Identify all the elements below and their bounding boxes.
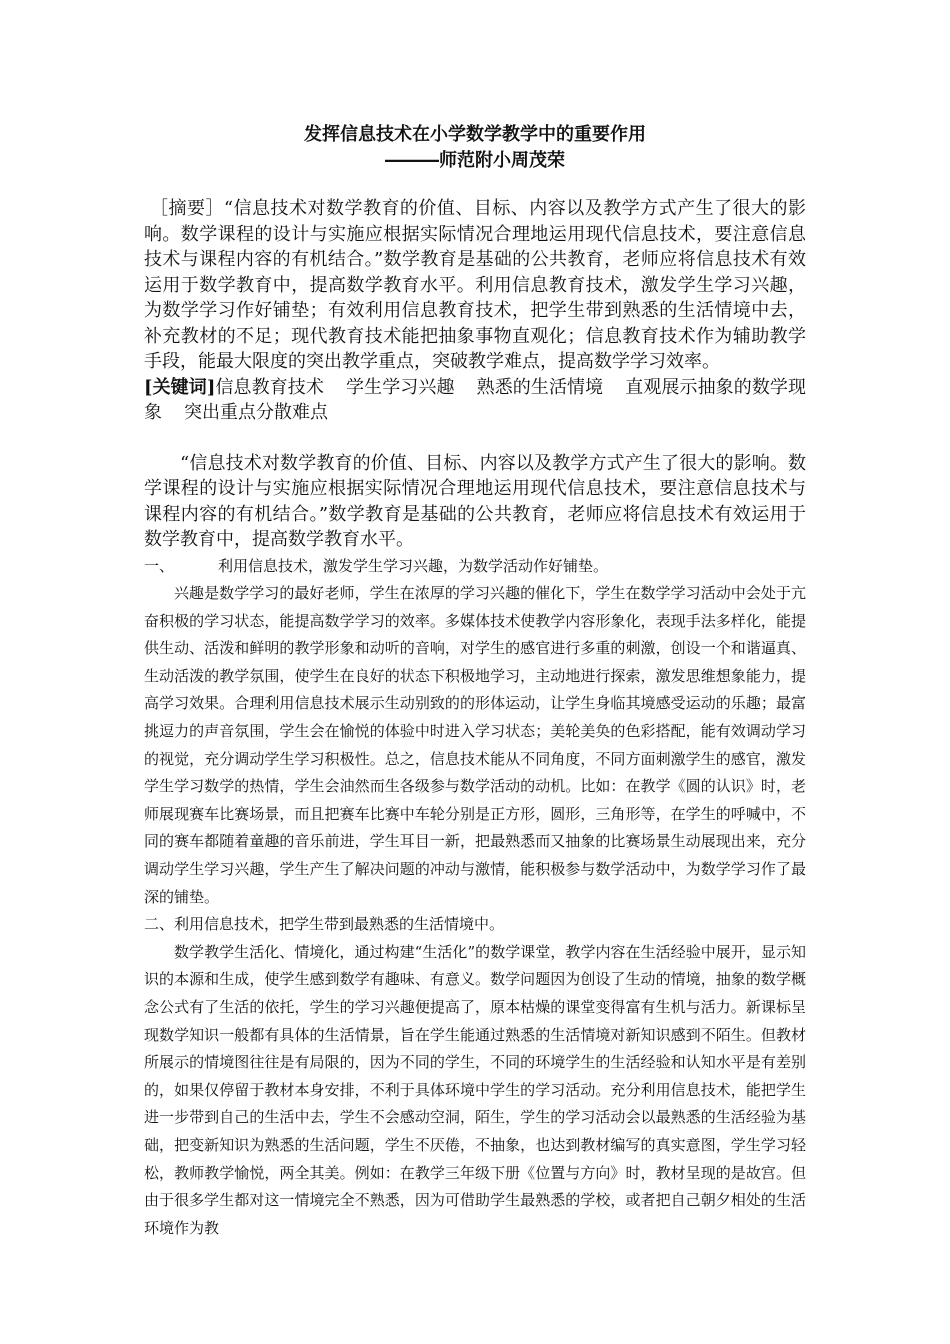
section-heading-2: 二、利用信息技术，把学生带到最熟悉的生活情境中。 (144, 915, 505, 934)
document-title: 发挥信息技术在小学数学教学中的重要作用 (304, 124, 646, 145)
section-body-2: 数学教学生活化、情境化，通过构建“生活化”的数学课堂，教学内容在生活经验中展开，显示知识的本源和生成，使学生感到数学有趣味、有意义。数学问题因为创设了生动的情境，抽象的数学概念公式有了生活的依托，学生的学习兴趣便提高了，原本枯燥的课堂变得富有生机与活力。新课标呈现数学知识一般都有具体的生活情景，旨在学生能通过熟悉的生活情境对新知识感到不陌生。但教材所展示的情境图往往是有局限的，因为不同的学生，不同的环境学生的生活经验和认知水平是有差别的，如果仅停留于教材本身安排，不利于具体环境中学生的学习活动。充分利用信息技术，能把学生进一步带到自己的生活中去，学生不会感动空洞，陌生，学生的学习活动会以最熟悉的生活经验为基础，把变新知识为熟悉的生活问题，学生不厌倦，不抽象，也达到教材编写的真实意图，学生学习轻松，教师教学愉悦，两全其美。例如：在教学三年级下册《位置与方向》时，教材呈现的是故宫。但由于很多学生都对这一情境完全不熟悉，因为可借助学生最熟悉的学校，或者把自己朝夕相处的生活环境作为教 (144, 942, 806, 1237)
keyword-item: 突出重点分散难点 (184, 402, 328, 423)
keyword-item: 熟悉的生活情境 (476, 376, 604, 398)
keywords-line (144, 375, 806, 426)
keyword-item: 信息教育技术 (215, 376, 324, 398)
document-page (144, 122, 806, 1242)
keyword-item: 学生学习兴趣 (345, 376, 455, 398)
section-body-1: 兴趣是数学学习的最好老师，学生在浓厚的学习兴趣的催化下，学生在数学学习活动中会处于亢奋积极的学习状态，能提高数学学习的效率。多媒体技术使教学内容形象化，表现手法多样化，能提供生动、活泼和鲜明的教学形象和动听的音响，对学生的感官进行多重的刺激，创设一个和谐逼真、生动活泼的教学氛围，使学生在良好的状态下积极地学习，主动地进行探索，激发思维想象能力，提高学习效果。合理利用信息技术展示生动别致的的形体运动，让学生身临其境感受运动的乐趣；最富挑逗力的声音氛围，学生会在愉悦的体验中时进入学习状态；美轮美奂的色彩搭配，能有效调动学习的视觉，充分调动学生学习积极性。总之，信息技术能从不同角度，不同方面刺激学生的感官，激发学生学习数学的热情，学生会油然而生各级参与数学活动的动机。比如：在教学《圆的认识》时，老师展现赛车比赛场景，而且把赛车比赛中车轮分别是正方形，圆形，三角形等，在学生的呼喊中，不同的赛车都随着童趣的音乐前进，学生耳目一新，把最熟悉而又抽象的比赛场景生动展现出来，充分调动学生学习兴趣，学生产生了解决问题的冲动与激情，能积极参与数学活动中，为数学学习作了最深的铺垫。 (144, 584, 806, 906)
section-heading-1 (144, 553, 806, 581)
section-title: 利用信息技术，激发学生学习兴趣，为数学活动作好铺垫。 (218, 556, 609, 575)
abstract-paragraph: ［摘要］“信息技术对数学教育的价值、目标、内容以及教学方式产生了很大的影响。数学课程的设计与实施应根据实际情况合理地运用现代信息技术，要注意信息技术与课程内容的有机结合。”数学教育是基础的公共教育，老师应将信息技术有效运用于数学教育中，提高数学教育水平。利用信息教育技术，激发学生学习兴趣，为数学学习作好铺垫；有效利用信息教育技术，把学生带到熟悉的生活情境中去，补充教材的不足；现代教育技术能把抽象事物直观化；信息教育技术作为辅助教学手段，能最大限度的突出教学重点，突破教学难点，提高数学学习效率。 (144, 198, 806, 372)
keywords-label: [关键词] (144, 376, 216, 398)
section-number: 一、 (144, 556, 175, 575)
document-subtitle: ―――师范附小周茂荣 (385, 150, 565, 171)
keyword-item: 直观展示抽象的数学现象 (144, 376, 807, 423)
intro-paragraph: “信息技术对数学教育的价值、目标、内容以及教学方式产生了很大的影响。数学课程的设计与实施应根据实际情况合理地运用现代信息技术，要注意信息技术与课程内容的有机结合。”数学教育是基础的公共教育，老师应将信息技术有效运用于数学教育中，提高数学教育水平。 (144, 452, 806, 550)
